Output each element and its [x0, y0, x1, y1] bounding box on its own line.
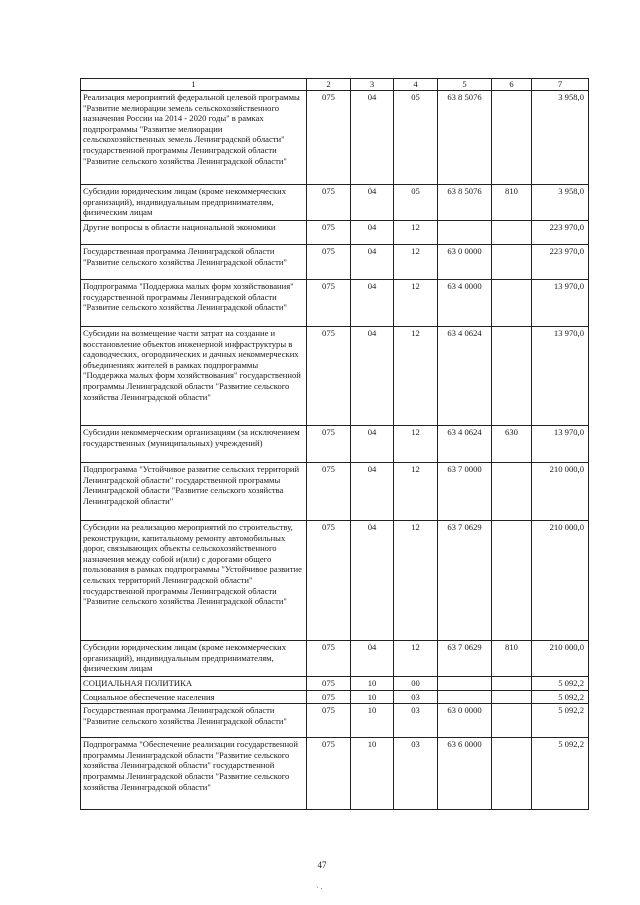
row-name-cell: Подпрограмма "Поддержка малых форм хозяйствования" государственной программы Ленинградской области "Развитие сельского хозяйства Ленинградской области" [81, 280, 307, 327]
col5-cell: 63 0 0000 [438, 704, 492, 738]
col3-cell: 04 [351, 521, 394, 641]
table-body [81, 79, 589, 810]
col5-cell: 63 8 5076 [438, 185, 492, 221]
col3-cell: 10 [351, 677, 394, 691]
table-row [81, 185, 589, 221]
col2-cell: 075 [307, 463, 351, 521]
col7-cell: 5 092,2 [532, 738, 589, 810]
col3-cell: 04 [351, 91, 394, 185]
col2-cell: 075 [307, 690, 351, 704]
col2-cell: 075 [307, 245, 351, 280]
row-name-cell: СОЦИАЛЬНАЯ ПОЛИТИКА [81, 677, 307, 691]
table-row [81, 327, 589, 426]
row-name-cell: Субсидии на реализацию мероприятий по строительству, реконструкции, капитальному ремонту автомобильных дорог, связывающих объекты сельскохозяйственного назначения между собой и(или) с дорогами общего пользования в рамках подпрограммы "Устойчивое развитие сельских территорий Ленинградской области" государственной программы Ленинградской области "Развитие сельского хозяйства Ленинградской области" [81, 521, 307, 641]
col4-cell: 12 [394, 521, 438, 641]
scan-mark: ˴ . [316, 882, 323, 891]
col5-cell: 63 0 0000 [438, 245, 492, 280]
col4-cell: 12 [394, 463, 438, 521]
col3-cell: 10 [351, 704, 394, 738]
col4-cell: 12 [394, 280, 438, 327]
col3-cell: 04 [351, 641, 394, 677]
col2-cell: 075 [307, 426, 351, 463]
col2-cell: 075 [307, 185, 351, 221]
row-name-cell: Государственная программа Ленинградской области "Развитие сельского хозяйства Ленинградской области" [81, 704, 307, 738]
col4-cell: 12 [394, 221, 438, 245]
col5-cell: 63 7 0629 [438, 641, 492, 677]
page-number: 47 [317, 860, 327, 870]
col6-cell [492, 521, 532, 641]
col6-cell [492, 245, 532, 280]
table-row [81, 738, 589, 810]
col2-cell: 075 [307, 91, 351, 185]
row-name-cell: Другие вопросы в области национальной экономики [81, 221, 307, 245]
col6-cell [492, 738, 532, 810]
col4-cell: 00 [394, 677, 438, 691]
col7-cell: 13 970,0 [532, 426, 589, 463]
col5-cell [438, 690, 492, 704]
col7-cell: 223 970,0 [532, 221, 589, 245]
row-name-cell: Субсидии юридическим лицам (кроме некоммерческих организаций), индивидуальным предпринимателям, физическим лицам [81, 185, 307, 221]
col5-cell: 63 8 5076 [438, 91, 492, 185]
col7-cell: 13 970,0 [532, 280, 589, 327]
col2-cell: 075 [307, 641, 351, 677]
col3-cell: 10 [351, 690, 394, 704]
col6-cell: 630 [492, 426, 532, 463]
col7-cell: 210 000,0 [532, 463, 589, 521]
col6-cell [492, 677, 532, 691]
row-name-cell: Социальное обеспечение населения [81, 690, 307, 704]
col6-cell: 810 [492, 185, 532, 221]
row-name-cell: Реализация мероприятий федеральной целевой программы "Развитие мелиорации земель сельскохозяйственного назначения России на 2014 - 2020 годы" в рамках подпрограммы "Развитие мелиорации сельскохозяйственных земель Ленинградской области" государственной программы Ленинградской области "Развитие сельского хозяйства Ленинградской области" [81, 91, 307, 185]
col4-cell: 03 [394, 738, 438, 810]
header-cell-6: 6 [492, 79, 532, 91]
col7-cell: 3 958,0 [532, 91, 589, 185]
header-cell-2: 2 [307, 79, 351, 91]
table-row [81, 677, 589, 691]
col2-cell: 075 [307, 738, 351, 810]
col5-cell: 63 4 0624 [438, 327, 492, 426]
table-row [81, 641, 589, 677]
table-row [81, 690, 589, 704]
col5-cell [438, 677, 492, 691]
col7-cell: 210 000,0 [532, 521, 589, 641]
col2-cell: 075 [307, 280, 351, 327]
header-cell-7: 7 [532, 79, 589, 91]
header-row [81, 79, 589, 91]
table-row [81, 221, 589, 245]
budget-table [80, 78, 589, 810]
col6-cell [492, 280, 532, 327]
col3-cell: 04 [351, 185, 394, 221]
col7-cell: 5 092,2 [532, 704, 589, 738]
col5-cell: 63 4 0000 [438, 280, 492, 327]
col6-cell [492, 463, 532, 521]
col7-cell: 5 092,2 [532, 677, 589, 691]
col5-cell [438, 221, 492, 245]
col5-cell: 63 7 0629 [438, 521, 492, 641]
col4-cell: 03 [394, 704, 438, 738]
col3-cell: 04 [351, 245, 394, 280]
col3-cell: 10 [351, 738, 394, 810]
col6-cell [492, 704, 532, 738]
col3-cell: 04 [351, 426, 394, 463]
col3-cell: 04 [351, 280, 394, 327]
row-name-cell: Субсидии на возмещение части затрат на создание и восстановление объектов инженерной инфраструктуры в садоводческих, огороднических и дачных некоммерческих объединениях жителей в рамках подпрограммы "Поддержка малых форм хозяйствования" государственной программы Ленинградской области "Развитие сельского хозяйства Ленинградской области" [81, 327, 307, 426]
col3-cell: 04 [351, 221, 394, 245]
col4-cell: 12 [394, 327, 438, 426]
col6-cell [492, 91, 532, 185]
row-name-cell: Субсидии некоммерческим организациям (за исключением государственных (муниципальных) учреждений) [81, 426, 307, 463]
col2-cell: 075 [307, 521, 351, 641]
row-name-cell: Подпрограмма "Обеспечение реализации государственной программы Ленинградской области "Развитие сельского хозяйства Ленинградской области" государственной программы Ленинградской области "Развитие сельского хозяйства Ленинградской области" [81, 738, 307, 810]
row-name-cell: Субсидии юридическим лицам (кроме некоммерческих организаций), индивидуальным предпринимателям, физическим лицам [81, 641, 307, 677]
table-row [81, 463, 589, 521]
header-cell-3: 3 [351, 79, 394, 91]
table-row [81, 521, 589, 641]
table-row [81, 245, 589, 280]
col5-cell: 63 7 0000 [438, 463, 492, 521]
col4-cell: 03 [394, 690, 438, 704]
col4-cell: 12 [394, 641, 438, 677]
col7-cell: 223 970,0 [532, 245, 589, 280]
col3-cell: 04 [351, 463, 394, 521]
col5-cell: 63 4 0624 [438, 426, 492, 463]
table-row [81, 426, 589, 463]
col5-cell: 63 6 0000 [438, 738, 492, 810]
table-row [81, 704, 589, 738]
table-row [81, 91, 589, 185]
col4-cell: 05 [394, 185, 438, 221]
col2-cell: 075 [307, 704, 351, 738]
col2-cell: 075 [307, 677, 351, 691]
col6-cell [492, 221, 532, 245]
header-cell-5: 5 [438, 79, 492, 91]
col6-cell [492, 690, 532, 704]
col7-cell: 3 958,0 [532, 185, 589, 221]
col7-cell: 13 970,0 [532, 327, 589, 426]
row-name-cell: Государственная программа Ленинградской области "Развитие сельского хозяйства Ленинградской области" [81, 245, 307, 280]
col6-cell: 810 [492, 641, 532, 677]
header-cell-4: 4 [394, 79, 438, 91]
col4-cell: 05 [394, 91, 438, 185]
col4-cell: 12 [394, 426, 438, 463]
col7-cell: 210 000,0 [532, 641, 589, 677]
col6-cell [492, 327, 532, 426]
col2-cell: 075 [307, 221, 351, 245]
header-cell-1: 1 [81, 79, 307, 91]
col4-cell: 12 [394, 245, 438, 280]
row-name-cell: Подпрограмма "Устойчивое развитие сельских территорий Ленинградской области" государственной программы Ленинградской области "Развитие сельского хозяйства Ленинградской области" [81, 463, 307, 521]
col7-cell: 5 092,2 [532, 690, 589, 704]
table-row [81, 280, 589, 327]
col3-cell: 04 [351, 327, 394, 426]
col2-cell: 075 [307, 327, 351, 426]
